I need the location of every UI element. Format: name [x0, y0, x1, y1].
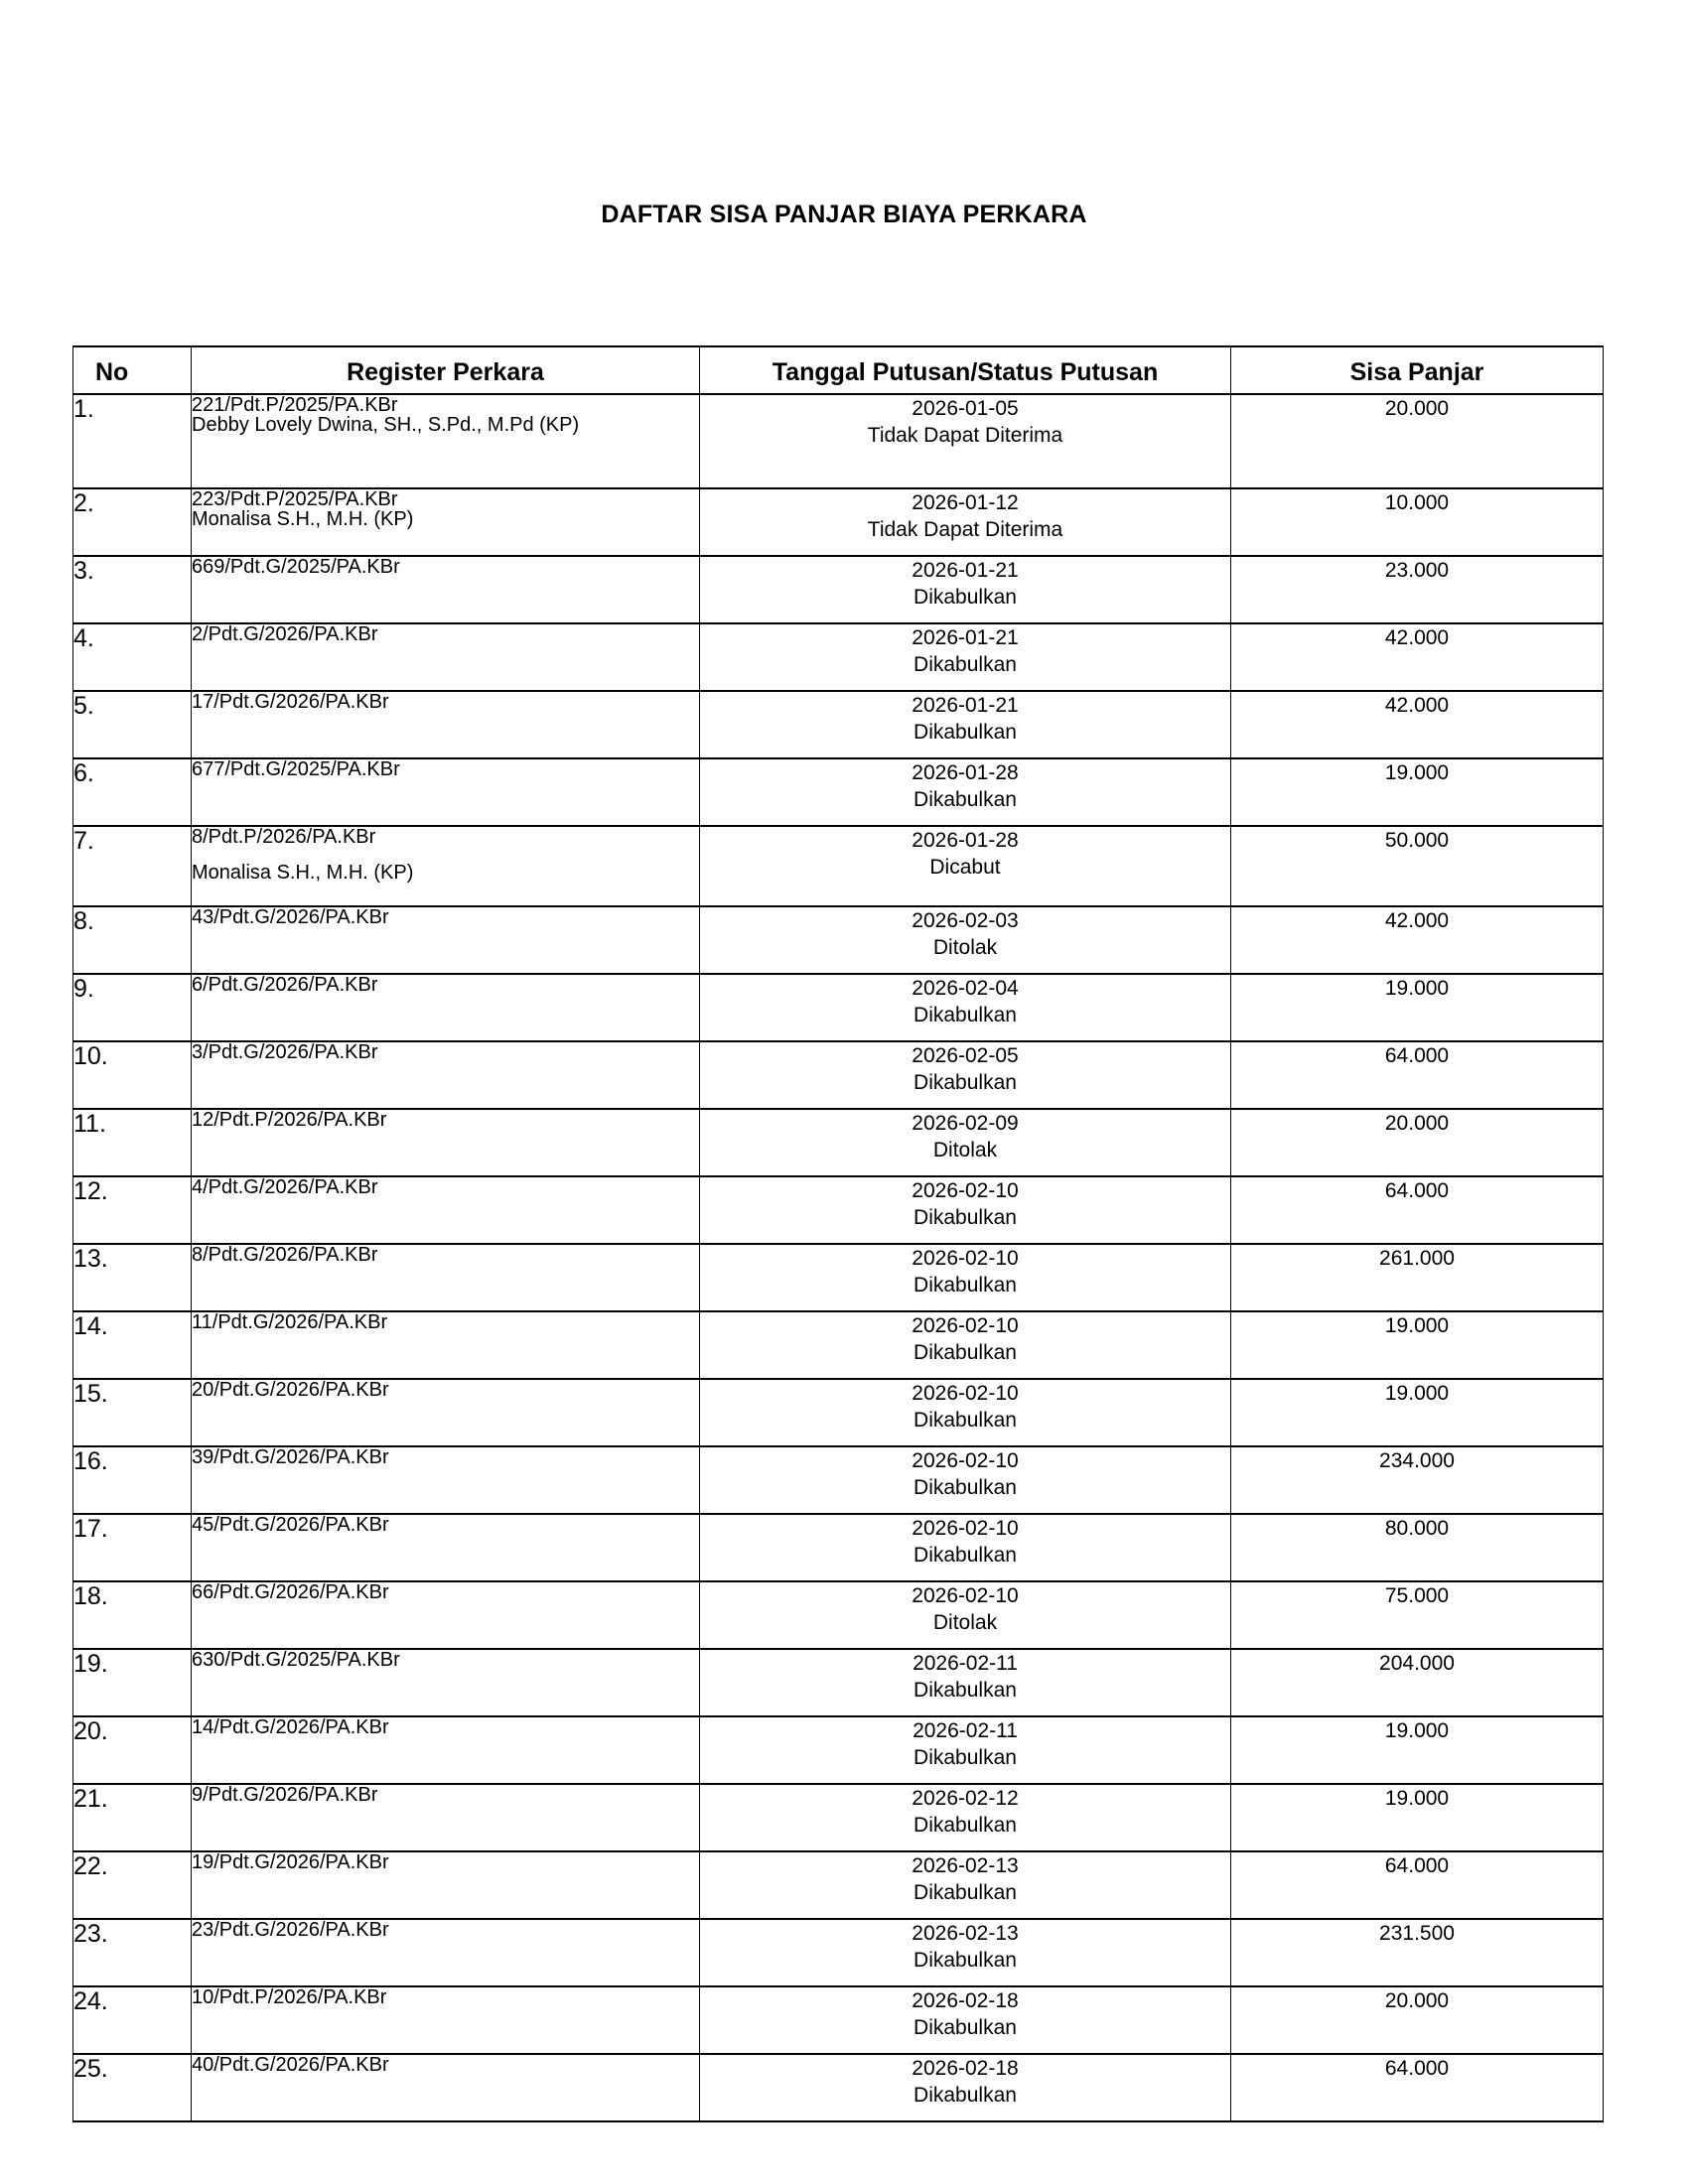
table-header-row: [73, 346, 1604, 394]
register-number: 677/Pdt.G/2025/PA.KBr: [192, 758, 400, 780]
register-number: 8/Pdt.P/2026/PA.KBr: [192, 826, 376, 848]
tanggal-putusan: 2026-02-10: [912, 1247, 1019, 1270]
row-number: 12.: [73, 1176, 192, 1244]
status-putusan: Dikabulkan: [914, 1746, 1017, 1769]
header-register-perkara: Register Perkara: [192, 346, 700, 394]
status-putusan: Dikabulkan: [914, 1544, 1017, 1567]
row-number: 1.: [73, 394, 192, 488]
tanggal-putusan: 2026-02-13: [912, 1854, 1019, 1877]
tanggal-status-cell: [700, 623, 1231, 691]
row-number: 3.: [73, 556, 192, 623]
tanggal-putusan: 2026-02-10: [912, 1314, 1019, 1337]
tanggal-status-cell: [700, 556, 1231, 623]
status-putusan: Dikabulkan: [914, 721, 1017, 744]
status-putusan: Ditolak: [932, 1139, 998, 1161]
row-number: 11.: [73, 1109, 192, 1176]
row-number: 19.: [73, 1649, 192, 1716]
tanggal-putusan: 2026-02-05: [912, 1044, 1019, 1067]
tanggal-putusan: 2026-01-21: [912, 626, 1019, 649]
register-number: 23/Pdt.G/2026/PA.KBr: [192, 1919, 389, 1941]
tanggal-status-cell: [700, 826, 1231, 906]
status-putusan: Dikabulkan: [914, 586, 1017, 609]
table-row: [73, 1784, 1604, 1851]
register-number: 6/Pdt.G/2026/PA.KBr: [192, 974, 378, 996]
register-number: 20/Pdt.G/2026/PA.KBr: [192, 1379, 389, 1401]
sisa-panjar-value: 64.000: [1231, 1851, 1604, 1919]
header-no: No: [73, 346, 192, 394]
register-cell: [192, 1919, 700, 1986]
register-cell: [192, 1851, 700, 1919]
status-putusan: Dikabulkan: [914, 1949, 1017, 1972]
tanggal-putusan: 2026-02-10: [912, 1584, 1019, 1607]
row-number: 13.: [73, 1244, 192, 1311]
register-number: 4/Pdt.G/2026/PA.KBr: [192, 1176, 378, 1198]
row-number: 7.: [73, 826, 192, 906]
register-cell: [192, 1244, 700, 1311]
row-number: 14.: [73, 1311, 192, 1379]
tanggal-putusan: 2026-02-11: [913, 1719, 1018, 1742]
tanggal-status-cell: [700, 488, 1231, 556]
tanggal-status-cell: [700, 2054, 1231, 2121]
row-number: 9.: [73, 974, 192, 1041]
register-number: 9/Pdt.G/2026/PA.KBr: [192, 1784, 378, 1806]
tanggal-putusan: 2026-02-03: [912, 909, 1019, 932]
tanggal-putusan: 2026-02-10: [912, 1382, 1019, 1405]
tanggal-putusan: 2026-01-21: [912, 559, 1019, 582]
table-row: [73, 1244, 1604, 1311]
register-cell: [192, 394, 700, 488]
sisa-panjar-value: 75.000: [1231, 1581, 1604, 1649]
sisa-panjar-value: 42.000: [1231, 906, 1604, 974]
tanggal-status-cell: [700, 1581, 1231, 1649]
sisa-panjar-value: 50.000: [1231, 826, 1604, 906]
table-row: [73, 1919, 1604, 1986]
tanggal-status-cell: [700, 1311, 1231, 1379]
register-cell: [192, 1784, 700, 1851]
register-cell: [192, 758, 700, 826]
table-row: [73, 691, 1604, 758]
row-number: 23.: [73, 1919, 192, 1986]
register-cell: [192, 1986, 700, 2054]
tanggal-putusan: 2026-01-05: [912, 397, 1019, 420]
row-number: 18.: [73, 1581, 192, 1649]
status-putusan: Dikabulkan: [914, 1814, 1017, 1837]
tanggal-status-cell: [700, 1176, 1231, 1244]
tanggal-putusan: 2026-02-10: [912, 1517, 1019, 1540]
sisa-panjar-value: 23.000: [1231, 556, 1604, 623]
status-putusan: Dikabulkan: [914, 1679, 1017, 1702]
tanggal-putusan: 2026-02-18: [912, 2057, 1019, 2080]
status-putusan: Tidak Dapat Diterima: [867, 424, 1063, 447]
status-putusan: Dikabulkan: [914, 1409, 1017, 1432]
sisa-panjar-value: 80.000: [1231, 1514, 1604, 1581]
tanggal-status-cell: [700, 1716, 1231, 1784]
tanggal-putusan: 2026-01-28: [912, 761, 1019, 784]
tanggal-putusan: 2026-02-18: [912, 1989, 1019, 2012]
register-number: 630/Pdt.G/2025/PA.KBr: [192, 1649, 400, 1671]
register-cell: [192, 2054, 700, 2121]
register-number: 221/Pdt.P/2025/PA.KBr: [192, 394, 398, 416]
table-row: [73, 1176, 1604, 1244]
table-row: [73, 1379, 1604, 1446]
sisa-panjar-value: 20.000: [1231, 394, 1604, 488]
row-number: 4.: [73, 623, 192, 691]
sisa-panjar-value: 10.000: [1231, 488, 1604, 556]
status-putusan: Dikabulkan: [914, 788, 1017, 811]
register-cell: [192, 826, 700, 906]
sisa-panjar-value: 234.000: [1231, 1446, 1604, 1514]
register-number: 66/Pdt.G/2026/PA.KBr: [192, 1581, 389, 1603]
sisa-panjar-value: 64.000: [1231, 1041, 1604, 1109]
status-putusan: Dikabulkan: [914, 1004, 1017, 1026]
register-number: 45/Pdt.G/2026/PA.KBr: [192, 1514, 389, 1536]
status-putusan: Dicabut: [929, 856, 1001, 879]
row-number: 8.: [73, 906, 192, 974]
tanggal-putusan: 2026-02-10: [912, 1449, 1019, 1472]
table-row: [73, 758, 1604, 826]
sisa-panjar-value: 19.000: [1231, 1784, 1604, 1851]
register-cell: [192, 1649, 700, 1716]
register-cell: [192, 1176, 700, 1244]
row-number: 15.: [73, 1379, 192, 1446]
register-number: 17/Pdt.G/2026/PA.KBr: [192, 691, 389, 713]
row-number: 17.: [73, 1514, 192, 1581]
tanggal-putusan: 2026-02-11: [913, 1652, 1018, 1675]
table-row: [73, 826, 1604, 906]
register-cell: [192, 1109, 700, 1176]
sisa-panjar-value: 20.000: [1231, 1986, 1604, 2054]
tanggal-status-cell: [700, 1986, 1231, 2054]
status-putusan: Dikabulkan: [914, 1071, 1017, 1094]
row-number: 24.: [73, 1986, 192, 2054]
status-putusan: Dikabulkan: [914, 1274, 1017, 1297]
sisa-panjar-value: 261.000: [1231, 1244, 1604, 1311]
tanggal-putusan: 2026-02-10: [912, 1179, 1019, 1202]
table-row: [73, 1581, 1604, 1649]
register-cell: [192, 488, 700, 556]
tanggal-status-cell: [700, 906, 1231, 974]
status-putusan: Dikabulkan: [914, 1476, 1017, 1499]
header-sisa-panjar: Sisa Panjar: [1231, 346, 1604, 394]
row-number: 21.: [73, 1784, 192, 1851]
tanggal-status-cell: [700, 1919, 1231, 1986]
tanggal-status-cell: [700, 691, 1231, 758]
register-cell: [192, 1514, 700, 1581]
table-row: [73, 556, 1604, 623]
status-putusan: Tidak Dapat Diterima: [867, 518, 1063, 541]
status-putusan: Dikabulkan: [914, 2084, 1017, 2107]
register-number: 39/Pdt.G/2026/PA.KBr: [192, 1446, 389, 1468]
status-putusan: Ditolak: [932, 936, 998, 959]
register-number: 19/Pdt.G/2026/PA.KBr: [192, 1851, 389, 1873]
register-note: Monalisa S.H., M.H. (KP): [192, 862, 414, 884]
row-number: 20.: [73, 1716, 192, 1784]
register-number: 3/Pdt.G/2026/PA.KBr: [192, 1041, 378, 1063]
register-cell: [192, 691, 700, 758]
row-number: 6.: [73, 758, 192, 826]
tanggal-putusan: 2026-02-13: [912, 1922, 1019, 1945]
table-row: [73, 974, 1604, 1041]
register-number: 14/Pdt.G/2026/PA.KBr: [192, 1716, 389, 1738]
sisa-panjar-value: 64.000: [1231, 2054, 1604, 2121]
register-number: 8/Pdt.G/2026/PA.KBr: [192, 1244, 378, 1266]
sisa-panjar-value: 19.000: [1231, 1311, 1604, 1379]
tanggal-status-cell: [700, 758, 1231, 826]
table-body: [73, 394, 1604, 2121]
tanggal-status-cell: [700, 1379, 1231, 1446]
tanggal-putusan: 2026-02-12: [912, 1787, 1019, 1810]
table-row: [73, 1851, 1604, 1919]
register-note: Debby Lovely Dwina, SH., S.Pd., M.Pd (KP): [192, 414, 580, 436]
table-row: [73, 2054, 1604, 2121]
tanggal-status-cell: [700, 394, 1231, 488]
row-number: 2.: [73, 488, 192, 556]
table-row: [73, 1514, 1604, 1581]
table-row: [73, 1986, 1604, 2054]
register-cell: [192, 906, 700, 974]
tanggal-status-cell: [700, 1041, 1231, 1109]
tanggal-status-cell: [700, 1851, 1231, 1919]
status-putusan: Dikabulkan: [914, 653, 1017, 676]
sisa-panjar-value: 204.000: [1231, 1649, 1604, 1716]
tanggal-status-cell: [700, 1649, 1231, 1716]
row-number: 5.: [73, 691, 192, 758]
tanggal-putusan: 2026-02-09: [912, 1112, 1019, 1135]
register-cell: [192, 974, 700, 1041]
tanggal-putusan: 2026-01-21: [912, 694, 1019, 717]
sisa-panjar-value: 64.000: [1231, 1176, 1604, 1244]
sisa-panjar-value: 42.000: [1231, 623, 1604, 691]
row-number: 22.: [73, 1851, 192, 1919]
tanggal-status-cell: [700, 974, 1231, 1041]
register-number: 10/Pdt.P/2026/PA.KBr: [192, 1986, 387, 2008]
register-number: 12/Pdt.P/2026/PA.KBr: [192, 1109, 387, 1131]
table-row: [73, 1649, 1604, 1716]
table-row: [73, 1109, 1604, 1176]
header-tanggal-status: Tanggal Putusan/Status Putusan: [700, 346, 1231, 394]
status-putusan: Dikabulkan: [914, 1881, 1017, 1904]
document-title: DAFTAR SISA PANJAR BIAYA PERKARA: [601, 201, 1087, 228]
tanggal-status-cell: [700, 1446, 1231, 1514]
register-cell: [192, 1581, 700, 1649]
table-row: [73, 488, 1604, 556]
tanggal-status-cell: [700, 1514, 1231, 1581]
register-number: 11/Pdt.G/2026/PA.KBr: [192, 1311, 388, 1333]
register-number: 669/Pdt.G/2025/PA.KBr: [192, 556, 400, 578]
tanggal-putusan: 2026-01-12: [912, 491, 1019, 514]
status-putusan: Dikabulkan: [914, 2016, 1017, 2039]
tanggal-status-cell: [700, 1244, 1231, 1311]
table-row: [73, 394, 1604, 488]
table-row: [73, 906, 1604, 974]
status-putusan: Dikabulkan: [914, 1206, 1017, 1229]
register-number: 40/Pdt.G/2026/PA.KBr: [192, 2054, 389, 2076]
row-number: 16.: [73, 1446, 192, 1514]
sisa-panjar-value: 19.000: [1231, 1716, 1604, 1784]
sisa-panjar-value: 20.000: [1231, 1109, 1604, 1176]
table-row: [73, 623, 1604, 691]
register-cell: [192, 1379, 700, 1446]
register-cell: [192, 556, 700, 623]
register-note: Monalisa S.H., M.H. (KP): [192, 508, 414, 530]
sisa-panjar-value: 19.000: [1231, 758, 1604, 826]
status-putusan: Ditolak: [932, 1611, 998, 1634]
sisa-panjar-value: 231.500: [1231, 1919, 1604, 1986]
register-number: 223/Pdt.P/2025/PA.KBr: [192, 488, 398, 510]
register-cell: [192, 1446, 700, 1514]
register-cell: [192, 1716, 700, 1784]
sisa-panjar-value: 42.000: [1231, 691, 1604, 758]
status-putusan: Dikabulkan: [914, 1341, 1017, 1364]
tanggal-status-cell: [700, 1109, 1231, 1176]
row-number: 10.: [73, 1041, 192, 1109]
register-number: 2/Pdt.G/2026/PA.KBr: [192, 623, 378, 645]
sisa-panjar-value: 19.000: [1231, 974, 1604, 1041]
table-row: [73, 1716, 1604, 1784]
sisa-panjar-value: 19.000: [1231, 1379, 1604, 1446]
register-number: 43/Pdt.G/2026/PA.KBr: [192, 906, 389, 928]
tanggal-putusan: 2026-01-28: [912, 829, 1019, 852]
tanggal-status-cell: [700, 1784, 1231, 1851]
tanggal-putusan: 2026-02-04: [912, 977, 1019, 1000]
register-cell: [192, 1311, 700, 1379]
register-cell: [192, 1041, 700, 1109]
register-cell: [192, 623, 700, 691]
sisa-panjar-table: [72, 345, 1604, 2122]
row-number: 25.: [73, 2054, 192, 2121]
table-row: [73, 1311, 1604, 1379]
table-row: [73, 1446, 1604, 1514]
table-row: [73, 1041, 1604, 1109]
